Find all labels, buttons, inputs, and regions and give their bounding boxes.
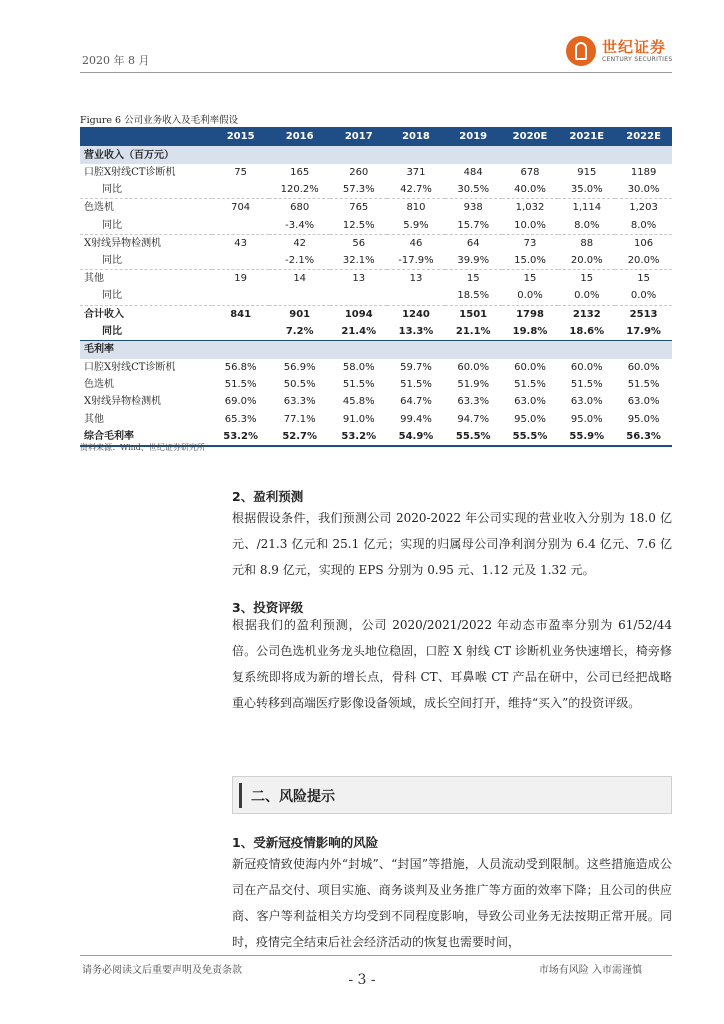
table-cell: 63.0%	[570, 396, 603, 408]
header-cell: 2021E	[558, 127, 615, 146]
table-cell: 63.0%	[514, 396, 546, 408]
table-cell: 15	[523, 273, 537, 285]
table-cell: 51.5%	[342, 379, 375, 391]
table-cell: 901	[289, 308, 311, 320]
table-cell	[330, 287, 387, 305]
table-row	[80, 181, 672, 199]
table-row	[80, 217, 672, 235]
table-cell: 42.7%	[387, 181, 445, 199]
table-cell	[387, 287, 445, 305]
table-cell: 8.0%	[615, 217, 672, 235]
table-cell: 20.0%	[558, 252, 615, 270]
table-cell: 63.0%	[627, 396, 660, 408]
table-cell: 1094	[344, 308, 373, 320]
table-row	[80, 252, 672, 270]
table-cell: 10.0%	[502, 217, 559, 235]
table-cell: 260	[349, 167, 369, 179]
table-cell: 0.0%	[615, 287, 672, 305]
table-cell: 88	[580, 237, 594, 249]
table-cell: 51.9%	[457, 379, 490, 391]
table-cell: 57.3%	[330, 181, 387, 199]
table-cell: 43	[234, 237, 247, 249]
table-row	[80, 270, 672, 288]
table-row	[80, 164, 672, 181]
profit-forecast-text: 根据假设条件，我们预测公司 2020-2022 年公司实现的营业收入分别为 18.0 亿元、/21.3 亿元和 25.1 亿元；实现的归属母公司净利润分别为 6.4 亿元、7.6 亿元和 8.9 亿元，实现的 EPS 分别为 0.95 元、1.12 元及 1.32 元。	[232, 511, 672, 577]
header-cell: 2020E	[502, 127, 559, 146]
table-source: 资料来源：Wind、世纪证券研究所	[80, 443, 205, 452]
table-cell: 95.0%	[570, 413, 603, 425]
table-cell: 60.0%	[514, 361, 546, 373]
row-label: 色选机	[84, 379, 114, 391]
row-label: 其他	[84, 413, 104, 425]
table-cell: 165	[290, 167, 310, 179]
investment-rating-heading: 3、投资评级	[232, 600, 304, 615]
header-cell: 2022E	[615, 127, 672, 146]
table-header-row	[80, 127, 672, 146]
table-cell: 15	[580, 273, 594, 285]
table-cell: 1240	[402, 308, 430, 320]
row-label: X射线异物检测机	[84, 237, 162, 249]
header-cell: 2019	[445, 127, 502, 146]
risk-section-title: 二、风险提示	[251, 789, 335, 805]
table-cell: 53.2%	[212, 428, 269, 446]
table-cell: 60.0%	[627, 361, 660, 373]
table-cell: 53.2%	[330, 428, 387, 446]
row-label: 同比	[102, 325, 122, 337]
table-cell: 20.0%	[615, 252, 672, 270]
table-cell: 484	[463, 167, 483, 179]
table-cell: 15.0%	[502, 252, 559, 270]
table-row	[80, 199, 672, 217]
row-label: 同比	[80, 252, 212, 270]
table-cell: 42	[293, 237, 307, 249]
table-cell: 2513	[629, 308, 658, 320]
table-cell: 7.2%	[285, 325, 314, 337]
row-label: 色选机	[84, 202, 114, 214]
header-date: 2020 年 8 月	[82, 54, 150, 67]
table-cell	[269, 287, 330, 305]
total-revenue-row	[80, 305, 672, 323]
table-cell: 678	[520, 167, 540, 179]
table-cell: 58.0%	[342, 361, 375, 373]
row-label: 口腔X射线CT诊断机	[84, 167, 176, 179]
table-cell: 1,114	[572, 202, 602, 214]
table-cell: 21.1%	[455, 325, 491, 337]
table-cell: 55.9%	[558, 428, 615, 446]
table-cell	[212, 217, 269, 235]
table-cell: 59.7%	[400, 361, 432, 373]
table-cell: 51.5%	[224, 379, 257, 391]
table-cell: 765	[349, 202, 369, 214]
table-cell: 51.5%	[570, 379, 603, 391]
revenue-margin-table	[80, 127, 672, 447]
margin-section-row	[80, 340, 672, 359]
table-cell: 55.5%	[502, 428, 559, 446]
table-cell: 64.7%	[400, 396, 432, 408]
table-cell: 1501	[459, 308, 488, 320]
table-cell: 50.5%	[283, 379, 316, 391]
table-cell: 704	[231, 202, 251, 214]
table-cell: 15	[637, 273, 650, 285]
table-cell: 55.5%	[445, 428, 502, 446]
table-cell: 75	[234, 167, 247, 179]
row-label: X射线异物检测机	[84, 396, 162, 408]
header-cell: 2018	[387, 127, 445, 146]
table-cell: 51.5%	[627, 379, 660, 391]
revenue-section-label: 营业收入（百万元）	[80, 146, 672, 165]
table-row	[80, 410, 672, 427]
profit-forecast-heading: 2、盈利预测	[232, 489, 304, 504]
table-cell: 73	[523, 237, 537, 249]
table-cell: 46	[409, 237, 423, 249]
table-cell: 1189	[630, 167, 657, 179]
table-cell: 56.8%	[224, 361, 257, 373]
figure-title: Figure 6 公司业务收入及毛利率假设	[80, 115, 239, 126]
table-cell: 63.3%	[283, 396, 316, 408]
table-cell: 371	[406, 167, 426, 179]
table-cell: 17.9%	[626, 325, 661, 337]
table-cell: 64	[466, 237, 480, 249]
table-cell: 56.3%	[615, 428, 672, 446]
table-cell: 30.5%	[445, 181, 502, 199]
table-cell: 30.0%	[615, 181, 672, 199]
header-cell: 2015	[212, 127, 269, 146]
table-cell: 1,203	[629, 202, 658, 214]
table-cell: 18.6%	[569, 325, 605, 337]
table-cell: 13	[409, 273, 423, 285]
table-cell: 2132	[572, 308, 601, 320]
table-cell: 680	[290, 202, 310, 214]
table-cell: 19	[234, 273, 247, 285]
profit-forecast-paragraph	[232, 505, 672, 583]
logo-text-en: CENTURY SECURITIES	[602, 56, 673, 63]
table-cell: 13.3%	[398, 325, 434, 337]
company-logo	[566, 34, 676, 70]
table-cell: 5.9%	[387, 217, 445, 235]
table-cell: 1,032	[515, 202, 545, 214]
investment-rating-text: 根据我们的盈利预测，公司 2020/2021/2022 年动态市盈率分别为 61/52/44 倍。公司色选机业务龙头地位稳固，口腔 X 射线 CT 诊断机业务快速增长，椅旁修复系统即将成为新的增长点，骨科 CT、耳鼻喉 CT 产品在研中，公司已经把战略重心转移到高端医疗影像设备领域，成长空间打开，维持“买入”的投资评级。	[232, 618, 672, 710]
table-cell: 21.4%	[341, 325, 377, 337]
table-cell: 18.5%	[445, 287, 502, 305]
table-cell: 52.7%	[269, 428, 330, 446]
table-cell: 0.0%	[502, 287, 559, 305]
table-cell: -17.9%	[387, 252, 445, 270]
logo-mark-icon	[566, 36, 596, 66]
row-label: 同比	[80, 217, 212, 235]
risk-section-header	[232, 776, 672, 814]
table-row	[80, 376, 672, 393]
table-cell: 8.0%	[558, 217, 615, 235]
row-label: 同比	[80, 287, 212, 305]
table-cell: 65.3%	[224, 413, 257, 425]
header-cell	[80, 127, 212, 146]
table-cell: 91.0%	[342, 413, 375, 425]
table-row	[80, 393, 672, 410]
margin-section-label: 毛利率	[80, 340, 672, 359]
row-label: 口腔X射线CT诊断机	[84, 361, 176, 373]
section-bar	[239, 783, 242, 808]
table-cell: 63.3%	[457, 396, 490, 408]
row-label: 其他	[84, 273, 104, 285]
table-cell	[212, 287, 269, 305]
total-yoy-row	[80, 323, 672, 341]
table-cell	[212, 181, 269, 199]
table-row	[80, 234, 672, 252]
table-cell: 13	[352, 273, 366, 285]
table-cell: 99.4%	[400, 413, 432, 425]
table-cell: 51.5%	[400, 379, 432, 391]
table-cell: 60.0%	[457, 361, 490, 373]
covid-risk-text: 新冠疫情致使海内外“封城”、“封国”等措施，人员流动受到限制。这些措施造成公司在产品交付、项目实施、商务谈判及业务推广等方面的效率下降；且公司的供应商、客户等利益相关方均受到不同程度影响，导致公司业务无法按期正常开展。同时，疫情完全结束后社会经济活动的恢复也需要时间，	[232, 857, 672, 949]
table-cell: 12.5%	[330, 217, 387, 235]
logo-text-cn: 世纪证券	[602, 38, 667, 56]
table-cell: 810	[406, 202, 426, 214]
table-cell: 54.9%	[387, 428, 445, 446]
header-cell: 2016	[269, 127, 330, 146]
table-cell: 40.0%	[502, 181, 559, 199]
header-cell: 2017	[330, 127, 387, 146]
table-cell: 0.0%	[558, 287, 615, 305]
footer-disclaimer: 请务必阅读文后重要声明及免责条款	[82, 965, 242, 976]
table-cell: 841	[230, 308, 252, 320]
table-cell: -2.1%	[269, 252, 330, 270]
table-cell: 95.0%	[514, 413, 546, 425]
table-cell: 56	[352, 237, 366, 249]
table-cell: 14	[293, 273, 307, 285]
page-number: - 3 -	[348, 972, 376, 988]
revenue-section-row	[80, 146, 672, 165]
footer-risk-note: 市场有风险 入市需谨慎	[538, 965, 642, 976]
table-cell: 56.9%	[283, 361, 316, 373]
table-cell: 915	[577, 167, 597, 179]
table-cell: 19.8%	[512, 325, 548, 337]
table-cell: 1798	[516, 308, 544, 320]
table-cell: 45.8%	[342, 396, 375, 408]
table-cell: 39.9%	[445, 252, 502, 270]
header-divider	[80, 72, 672, 73]
table-cell: 77.1%	[283, 413, 316, 425]
table-cell: 15.7%	[445, 217, 502, 235]
investment-rating-paragraph	[232, 612, 672, 716]
table-row	[80, 359, 672, 376]
table-cell: -3.4%	[269, 217, 330, 235]
table-cell	[212, 323, 269, 341]
table-cell	[212, 252, 269, 270]
table-row	[80, 287, 672, 305]
table-cell: 938	[463, 202, 483, 214]
row-label: 同比	[80, 181, 212, 199]
table-cell: 35.0%	[558, 181, 615, 199]
table-cell: 60.0%	[570, 361, 603, 373]
table-cell: 95.0%	[627, 413, 660, 425]
row-label: 综合毛利率	[80, 428, 212, 446]
covid-risk-heading: 1、受新冠疫情影响的风险	[232, 835, 379, 850]
table-cell: 94.7%	[457, 413, 490, 425]
footer-divider	[80, 955, 672, 956]
row-label: 合计收入	[84, 308, 124, 320]
table-cell: 32.1%	[330, 252, 387, 270]
table-cell: 120.2%	[269, 181, 330, 199]
table-cell: 15	[466, 273, 480, 285]
table-cell: 51.5%	[514, 379, 546, 391]
table-cell: 106	[634, 237, 654, 249]
table-cell: 69.0%	[224, 396, 257, 408]
covid-risk-paragraph	[232, 851, 672, 955]
